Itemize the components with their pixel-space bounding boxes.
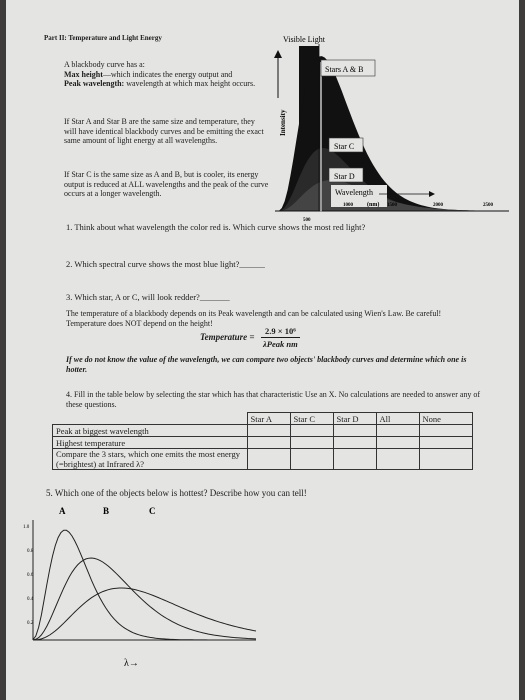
col-star-d: Star D [333,413,376,425]
col-all: All [376,413,419,425]
spectrum-chart [271,28,511,223]
question-2: 2. Which spectral curve shows the most blue light?______ [66,259,265,269]
row-label: Compare the 3 stars, which one emits the most energy (=brightest) at Infrared λ? [53,449,248,470]
label-a: A [59,506,66,516]
table-cell[interactable] [290,449,333,470]
formula-denominator: λPeak nm [263,339,298,349]
table-header-row [53,413,473,425]
intro-block [64,60,269,89]
table-cell[interactable] [376,449,419,470]
label-b: B [103,506,110,516]
worksheet-page [6,0,519,700]
label-star-c: Star C [334,142,355,151]
curve-b [33,558,256,640]
table-cell[interactable] [333,449,376,470]
table-cell[interactable] [247,449,290,470]
compare-text: If we do not know the value of the wavelength, we can compare two objects' blackbody curves and determine which one is hotter. [66,355,467,374]
wien-text: The temperature of a blackbody depends on its Peak wavelength and can be calculated using Wien's Law. Be careful! Temperature does NOT depend on the height! [66,309,442,328]
table-cell[interactable] [419,449,472,470]
table-cell[interactable] [376,425,419,437]
curve-c [33,588,256,640]
intro-line: A blackbody curve has a: [64,60,145,69]
table-cell[interactable] [419,425,472,437]
tick-1500: 1500 [387,203,397,208]
table-cell[interactable] [333,437,376,449]
peak-term: Peak wavelength: [64,79,125,88]
table-cell[interactable] [290,425,333,437]
question-3: 3. Which star, A or C, will look redder?_______ [66,292,230,302]
y-tick-06: 0.6 [27,573,34,578]
row-label: Highest temperature [53,437,248,449]
col-star-a: Star A [247,413,290,425]
max-height-term: Max height [64,69,103,79]
tick-500: 500 [303,218,311,223]
y-tick-08: 0.8 [27,549,34,554]
tick-2000: 2000 [433,203,443,208]
formula-lhs: Temperature = [200,332,255,342]
question-4: 4. Fill in the table below by selecting the star which has that characteristic Use an X. No calculations are needed to answer any of these questions. [66,390,481,409]
table-cell[interactable] [247,437,290,449]
visible-light-label: Visible Light [283,35,325,44]
y-tick-1: 1.0 [23,525,30,530]
label-stars-ab: Stars A & B [325,65,364,74]
tick-2500: 2500 [483,203,493,208]
section-header: Part II: Temperature and Light Energy [44,34,162,42]
characteristics-table [52,412,473,470]
question-1: 1. Think about what wavelength the color red is. Which curve shows the most red light? [66,222,366,232]
max-height-def: —which indicates the energy output and [102,69,233,79]
col-none: None [419,413,472,425]
lambda-label: λ→ [124,658,139,669]
visible-edge-shade [320,62,322,212]
tick-1000: 1000 [343,203,353,208]
wavelength-label: Wavelength [335,188,374,197]
label-star-d: Star D [334,172,355,181]
y-tick-04: 0.4 [27,597,34,602]
table-cell[interactable] [290,437,333,449]
table-cell[interactable] [247,425,290,437]
y-tick-02: 0.2 [27,621,34,626]
label-c: C [149,506,156,516]
blackbody-curves-chart [21,500,261,675]
units-label: (nm) [367,202,380,208]
curve-a [33,530,256,640]
col-star-c: Star C [290,413,333,425]
question-5: 5. Which one of the objects below is hottest? Describe how you can tell! [46,488,307,498]
row-label: Peak at biggest wavelength [53,425,248,437]
table-row [53,425,473,437]
formula-fraction [261,326,300,349]
arrow-head [274,50,282,58]
para-stars-ab: If Star A and Star B are the same size and temperature, they will have identical blackbody curves and be emitting the exact same amount of light energy at all wavelengths. [64,117,264,145]
table-row [53,449,473,470]
table-row [53,437,473,449]
table-cell[interactable] [376,437,419,449]
table-cell[interactable] [333,425,376,437]
peak-def: wavelength at which max height occurs. [124,79,256,88]
formula-numerator: 2.9 × 10⁶ [261,326,300,338]
table-cell[interactable] [419,437,472,449]
para-star-c: If Star C is the same size as A and B, but is cooler, its energy output is reduced at ALL wavelengths and the peak of the curve occurs at a longer wavelength. [64,170,269,198]
intensity-label: Intensity [279,109,287,136]
